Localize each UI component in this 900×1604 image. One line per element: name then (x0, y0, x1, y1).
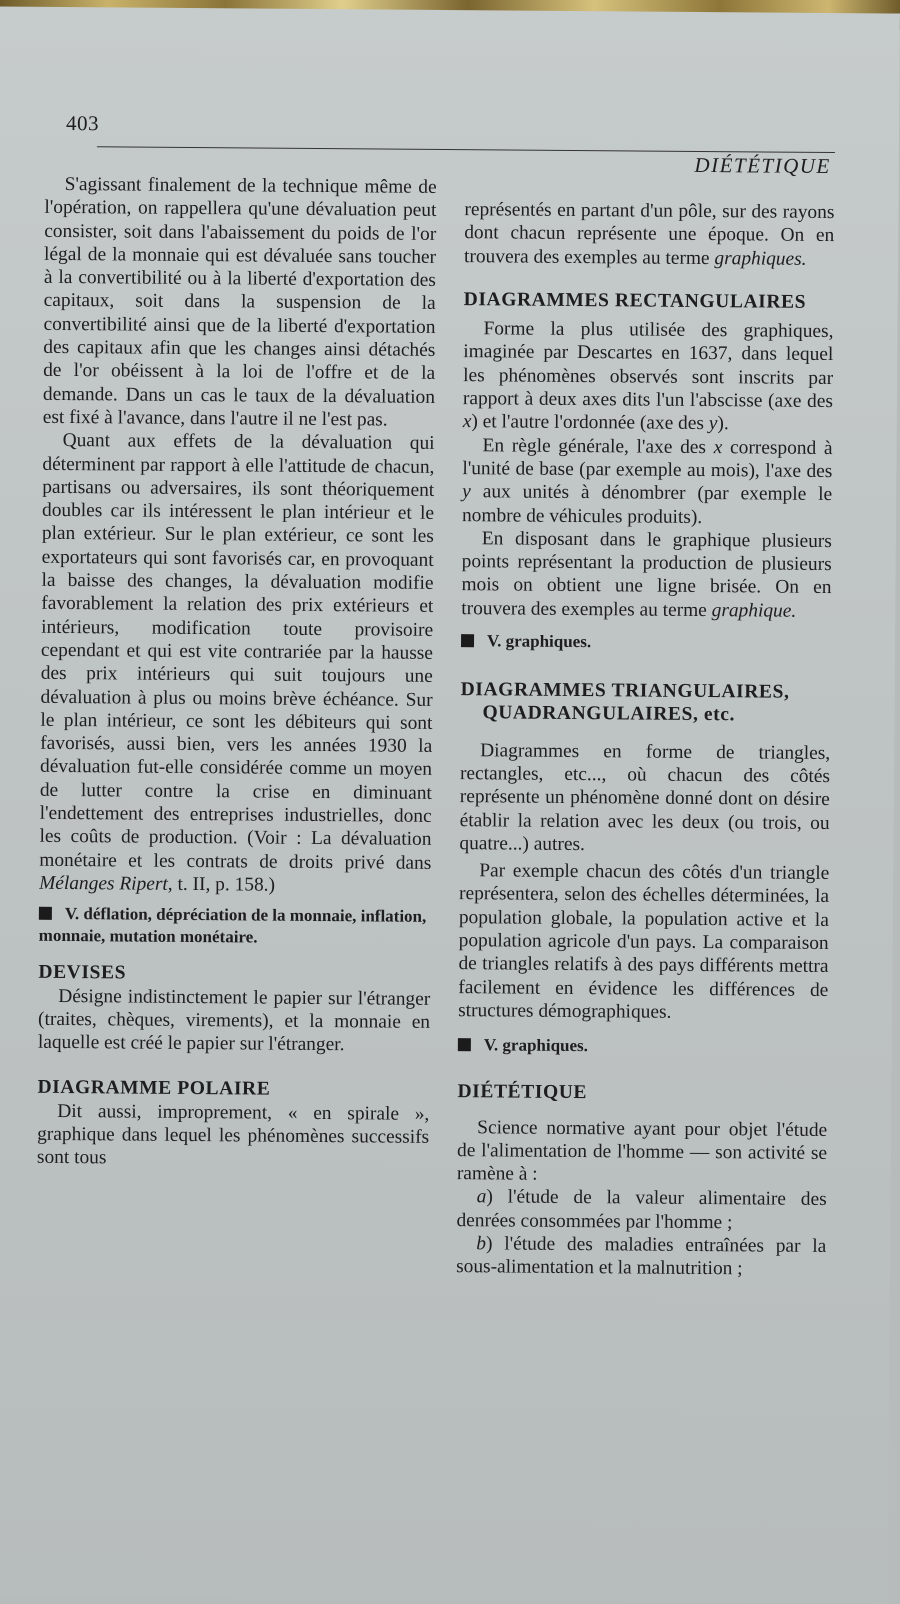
rect-p2-x: x (713, 436, 723, 458)
rectangulaires-see-also-text: V. graphiques. (486, 631, 592, 652)
devaluation-paragraph-2 (39, 429, 435, 898)
running-head: DIÉTÉTIQUE (694, 152, 831, 178)
devaluation-see-also-text: V. déflation, dépréciation de la monnaie, inflation, monnaie, mutation monétaire. (38, 904, 427, 947)
polaire-continuation-text: représentés en partant d'un pôle, sur des rayons dont chacun représente une époque. On en trouvera des exemples au terme (463, 199, 835, 269)
book-page (0, 6, 900, 1603)
rect-p3-ref: graphique. (711, 599, 797, 622)
rect-p1-part-b: ) et l'autre l'ordonnée (axe des (471, 411, 705, 435)
item-b-text: ) l'étude des maladies entraînées par la sous-alimentation et la malnutrition ; (456, 1233, 827, 1280)
dietetique-item-b (456, 1232, 826, 1281)
devaluation-paragraph-2-tail: , t. II, p. 158.) (167, 873, 276, 896)
devaluation-paragraph-2-text: Quant aux effets de la dévaluation qui déterminent par rapport à elle l'attitude de chacun, partisans ou adversaires, ils sont théoriquement doubles car ils intéressent le plan intérieur et le plan extérieur. Sur le plan extérieur, ce sont les exportateurs qui sont favorisés car, en provoquant la baisse des changes, la dévaluation modifie favorablement la relation des prix extérieurs et intérieurs, modification toute provisoire cependant et qui est vite contrariée par la hausse des prix intérieurs qui suit toujours une dévaluation à plus ou moins brève échéance. Sur le plan intérieur, ce sont les débiteurs qui sont favorisés, aussi bien, vers les années 1930 la dévaluation fut-elle considérée comme un moyen de lutter contre la crise en diminuant l'endettement des entreprises industrielles, donc les coûts de production. (Voir : La dévaluation monétaire et les contrats de droits privé dans (39, 430, 435, 874)
rect-p1-y: y (708, 413, 718, 435)
item-a-label: a (476, 1186, 487, 1208)
triangulaires-see-also-text: V. graphiques. (483, 1035, 589, 1056)
rectangulaires-see-also (461, 630, 831, 655)
item-b-label: b (476, 1233, 487, 1255)
polaire-continuation (464, 198, 835, 271)
triangulaires-headword-line-2: QUADRANGULAIRES, etc. (482, 702, 736, 726)
rect-p1-part-a: Forme la plus utilisée des graphiques, imaginée par Descartes en 1637, dans lequel les phénomènes observés sont inscrits par rapport à deux axes dits l'un l'abscisse (axe des (462, 318, 834, 413)
diagrammes-triangulaires-headword (460, 678, 830, 727)
header-rule (97, 146, 835, 153)
right-column (456, 198, 834, 1281)
rect-p1-part-c: ). (717, 413, 729, 435)
dietetique-item-a (456, 1185, 826, 1234)
black-square-icon (461, 634, 474, 647)
dietetique-headword: DIÉTÉTIQUE (457, 1081, 588, 1104)
left-column (37, 173, 437, 1173)
rectangulaires-paragraph-2 (462, 434, 833, 530)
page-number: 403 (66, 110, 100, 136)
rect-p2-part-c: aux unités à dénombrer (par exemple le nombre de véhicules produits). (461, 481, 833, 528)
polaire-continuation-ref: graphiques. (714, 247, 807, 270)
devises-headword: DEVISES (38, 962, 127, 984)
melanges-ripert-title: Mélanges Ripert (39, 872, 168, 895)
devises-paragraph: Désigne indistinctement le papier sur l'étranger (traites, chèques, virements), et la monnaie en laquelle est créé le papier sur l'étranger. (37, 985, 431, 1056)
dietetique-paragraph-1: Science normative ayant pour objet l'étude de l'alimentation de l'homme — son activité se ramène à : (456, 1116, 828, 1185)
diagrammes-rectangulaires-headword: DIAGRAMMES RECTANGULAIRES (463, 289, 807, 313)
rectangulaires-paragraph-3 (461, 527, 832, 623)
triangulaires-headword-line-1: DIAGRAMMES TRIANGULAIRES, (460, 679, 790, 703)
devaluation-paragraph-1: S'agissant finalement de la technique même de l'opération, on rappellera qu'une dévaluation peut consister, soit dans l'abaissement du poids de l'or légal de la monnaie qui est dévaluée sans toucher à la convertibilité ou à la liberté d'exportation des capitaux, soit dans la suspension de la convertibilité ainsi que de la liberté d'exportation des capitaux afin que les changes ainsi détachés de l'or obéissent à la loi de l'offre et de la demande. Dans un cas le taux de la dévaluation est fixé à l'avance, dans l'autre il ne l'est pas. (42, 173, 437, 431)
black-square-icon (39, 907, 52, 920)
item-a-text: ) l'étude de la valeur alimentaire des denrées consommées par l'homme ; (456, 1186, 827, 1233)
black-square-icon (458, 1038, 471, 1051)
rect-p1-x: x (462, 411, 472, 433)
diagramme-polaire-headword: DIAGRAMME POLAIRE (37, 1077, 271, 1101)
rect-p2-part-a: En règle générale, l'axe des (482, 434, 707, 458)
rect-p2-part-b: correspond à l'unité de base (par exemple au mois), l'axe des (462, 436, 833, 482)
devaluation-see-also (39, 903, 431, 950)
triangulaires-see-also (458, 1034, 828, 1059)
rect-p2-y: y (462, 481, 471, 503)
rect-p3-text: En disposant dans le graphique plusieurs points représentant la production de plusieurs mois on obtient une ligne brisée. On en trouvera des exemples au terme (461, 528, 832, 621)
diagramme-polaire-paragraph: Dit aussi, improprement, « en spirale », graphique dans lequel les phénomènes successifs sont tous (36, 1100, 430, 1169)
triangulaires-paragraph-2: Par exemple chacun des côtés d'un triangle représentera, selon des échelles déterminées, la population globale, la population active et la population agricole d'un pays. La comparaison de triangles relatifs à des pays différents mettra facilement en évidence les différences de structures démographiques. (458, 860, 830, 1023)
triangulaires-paragraph-1: Diagrammes en forme de triangles, rectangles, etc..., où chacun des côtés représente un phénomène donné dont on désire établir la relation avec les deux (ou trois, ou quatre...) autres. (459, 739, 831, 855)
rectangulaires-paragraph-1 (463, 317, 834, 436)
